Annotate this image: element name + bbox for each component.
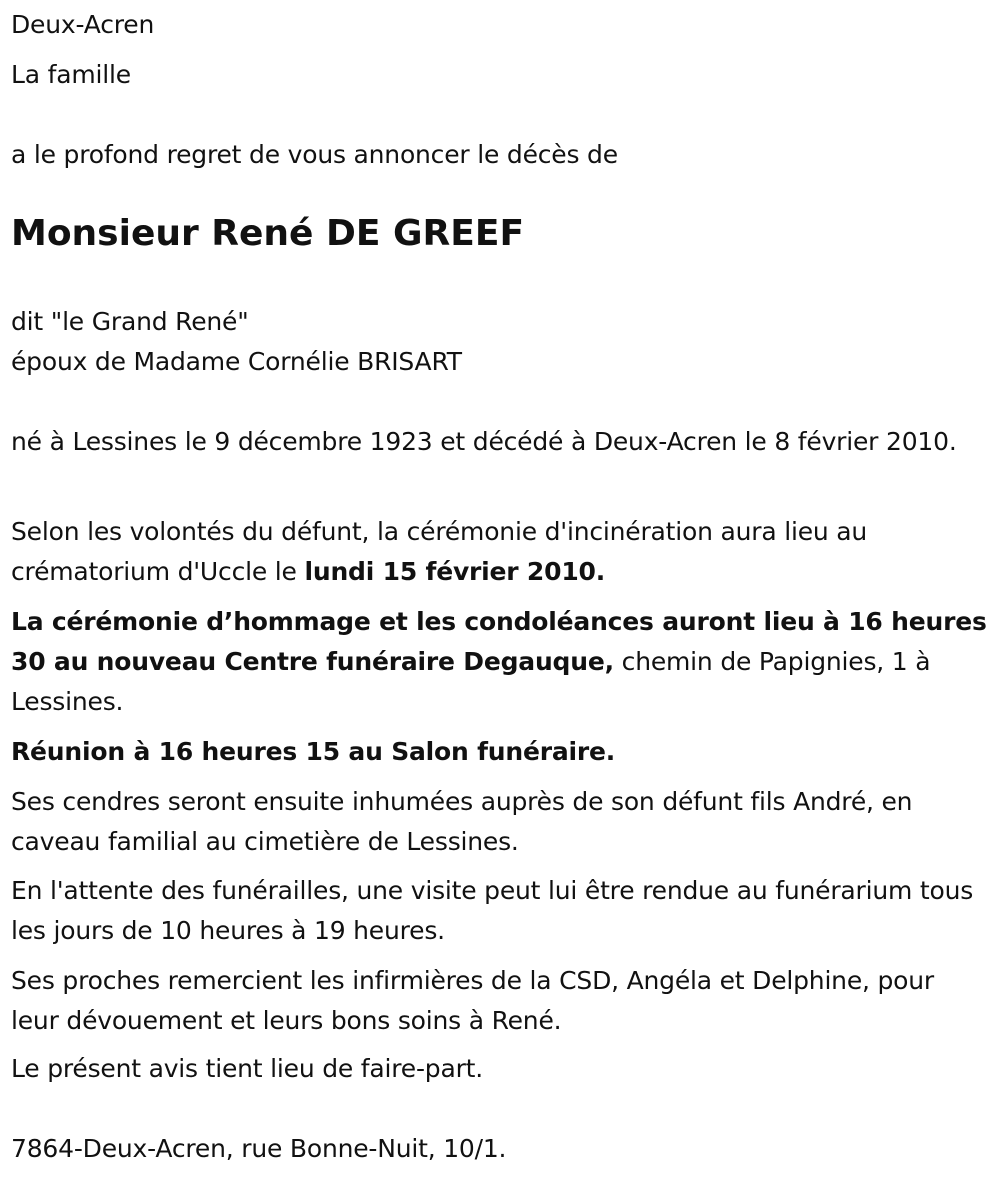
ceremony-paragraph	[11, 602, 989, 722]
visit-paragraph: En l'attente des funérailles, une visite peut lui être rendue au funérarium tous les jours de 10 heures à 19 heures.	[11, 876, 974, 945]
ceremony-bold-text: La cérémonie d’hommage et les condoléances auront lieu à 16 heures 30 au nouveau Centre funéraire Degauque,	[11, 607, 987, 676]
birth-death-paragraph: né à Lessines le 9 décembre 1923 et décédé à Deux-Acren le 8 février 2010.	[11, 427, 957, 456]
thanks-paragraph: Ses proches remercient les infirmières de la CSD, Angéla et Delphine, pour leur dévouement et leurs bons soins à René.	[11, 966, 934, 1035]
announcement-line: a le profond regret de vous annoncer le décès de	[11, 140, 618, 169]
spouse-line: époux de Madame Cornélie BRISART	[11, 347, 462, 376]
meeting-text: Réunion à 16 heures 15 au Salon funéraire.	[11, 737, 616, 766]
ashes-paragraph: Ses cendres seront ensuite inhumées auprès de son défunt fils André, en caveau familial au cimetière de Lessines.	[11, 787, 913, 856]
deceased-name: Monsieur René DE GREEF	[11, 213, 525, 254]
cremation-paragraph	[11, 512, 989, 592]
meeting-paragraph	[11, 732, 989, 772]
cremation-date: lundi 15 février 2010.	[304, 557, 606, 586]
cremation-text: Selon les volontés du défunt, la cérémonie d'incinération aura lieu au crématorium d'Uccle le	[11, 517, 868, 586]
nickname-line: dit "le Grand René"	[11, 307, 249, 336]
location-heading: Deux-Acren	[11, 10, 155, 39]
family-line: La famille	[11, 60, 131, 89]
address-line: 7864-Deux-Acren, rue Bonne-Nuit, 10/1.	[11, 1134, 507, 1163]
ceremony-location-text: chemin de Papignies, 1 à Lessines.	[11, 647, 931, 716]
notice-paragraph: Le présent avis tient lieu de faire-part.	[11, 1054, 484, 1083]
